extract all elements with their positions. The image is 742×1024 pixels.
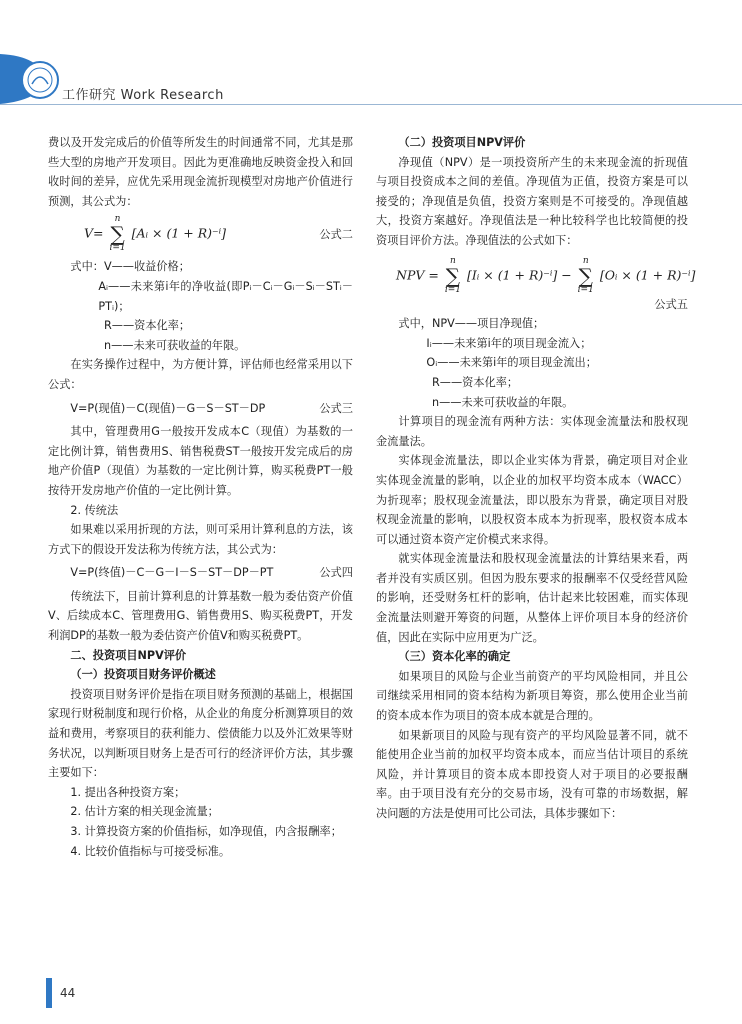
left-column <box>48 133 353 861</box>
paragraph: 计算项目的现金流有两种方法：实体现金流量法和股权现金流量法。 <box>376 415 688 448</box>
paragraph: 如果项目的风险与企业当前资产的平均风险相同，并且公司继续采用相同的资本结构为新项目筹资，那么使用企业当前的资本成本作为项目的资本成本就是合理的。 <box>376 669 688 723</box>
subsection-heading: （一）投资项目财务评价概述 <box>70 668 216 682</box>
journal-seal-logo <box>0 46 62 106</box>
where-line: R——资本化率； <box>432 375 519 389</box>
formula-tag: 公式二 <box>319 227 353 241</box>
paragraph: 费以及开发完成后的价值等所发生的时间通常不同，尤其是那些大型的房地产开发项目。因此为更准确地反映资金投入和回收时间的差异，应优先采用现金流折现模型对房地产价值进行预测，其公式为： <box>48 136 353 208</box>
formula-tag: 公式五 <box>654 297 688 311</box>
sigma-icon: n ∑ i=1 <box>109 214 126 254</box>
where-line: Iᵢ——未来第i年的项目现金流入； <box>426 336 592 350</box>
formula-term: [Oᵢ × (1 + R)⁻ⁱ] <box>599 267 696 283</box>
section-title: 工作研究 Work Research <box>62 88 224 103</box>
page-number: 44 <box>60 986 76 1000</box>
sum-lower: i=1 <box>109 243 126 254</box>
paragraph: 如果难以采用折现的方法，则可采用计算利息的方法，该方式下的假设开发法称为传统方法，其公式为： <box>48 523 353 556</box>
formula-4 <box>48 563 353 583</box>
paragraph: 实体现金流量法，即以企业实体为背景，确定项目对企业实体现金流量的影响，以企业的加权平均资本成本（WACC）为折现率；股权现金流量法，即以股东为背景，确定项目对股权现金流量的影响，以股权资本成本为折现率，股权资本成本可以通过资本资产定价模式来求得。 <box>376 454 688 546</box>
formula-text: V=P(现值)－C(现值)－G－S－ST－DP <box>70 401 266 415</box>
where-line: Oᵢ——未来第i年的项目现金流出； <box>426 356 597 370</box>
sum-lower: i=1 <box>444 284 461 295</box>
subsection-heading: （三）资本化率的确定 <box>398 650 511 664</box>
subsection-heading: （二）投资项目NPV评价 <box>398 136 526 149</box>
formula-tag: 公式三 <box>319 401 353 415</box>
where-line: n——未来可获收益的年限。 <box>432 395 574 409</box>
list-item: 1. 提出各种投资方案； <box>70 785 186 799</box>
paragraph: 就实体现金流量法和股权现金流量法的计算结果来看，两者并没有实质区别。但因为股东要求的报酬率不仅受经营风险的影响，还受财务杠杆的影响，估计起来比较困难，而实体现金流量法则避开筹资的问题，从整体上评价项目本身的经济价值，因此在实际中应用更为广泛。 <box>376 552 688 644</box>
header-divider <box>0 104 742 105</box>
right-column <box>376 133 696 824</box>
list-item: 2. 估计方案的相关现金流量； <box>70 805 219 819</box>
sum-upper: n <box>114 214 121 225</box>
sum-upper: n <box>449 255 456 266</box>
paragraph: 其中，管理费用G一般按开发成本C（现值）为基数的一定比例计算，销售费用S、销售税费ST一般按开发完成后的房地产价值P（现值）为基数的一定比例计算，购买税费PT一般按待开发房地产价值的一定比例计算。 <box>48 425 353 497</box>
list-item: 4. 比较价值指标与可接受标准。 <box>70 844 231 858</box>
list-item: 3. 计算投资方案的价值指标，如净现值，内含报酬率； <box>70 825 342 838</box>
subheading: 2. 传统法 <box>70 503 119 517</box>
formula-rhs: [Aᵢ × (1 + R)⁻ⁱ] <box>131 225 227 241</box>
where-line: R——资本化率； <box>104 319 191 333</box>
paragraph: 净现值（NPV）是一项投资所产生的未来现金流的折现值与项目投资成本之间的差值。净现值为正值，投资方案是可以接受的；净现值是负值，投资方案则是不可接受的。净现值越大，投资方案越好。净现值法是一种比较科学也比较简便的投资项目评价方法。净现值法的公式如下： <box>376 155 688 247</box>
where-line: 式中：V——收益价格； <box>70 260 190 274</box>
paragraph: 如果新项目的风险与现有资产的平均风险显著不同，就不能使用企业当前的加权平均资本成本，而应当估计项目的系统风险，并计算项目的资本成本即投资人对于项目的必要报酬率。由于项目没有充分的交易市场，没有可靠的市场数据，解决问题的方法是使用可比公司法，具体步骤如下： <box>376 728 688 820</box>
paragraph: 投资项目财务评价是指在项目财务预测的基础上，根据国家现行财税制度和现行价格，从企业的角度分析测算项目的效益和费用，考察项目的获利能力、偿债能力以及外汇效果等财务状况，以判断项目财务上是否可行的经济评价方法，其步骤主要如下： <box>48 687 353 780</box>
formula-2 <box>48 215 353 253</box>
formula-5 <box>396 255 696 295</box>
where-line: Aᵢ——未来第i年的净收益(即Pᵢ－Cᵢ－Gᵢ－Sᵢ－STᵢ－PTᵢ)； <box>98 279 353 313</box>
paragraph: 传统法下，目前计算利息的计算基数一般为委估资产价值V、后续成本C、管理费用G、销售费用S、购买税费PT，开发利润DP的基数一般为委估资产价值V和购买税费PT。 <box>48 589 353 643</box>
formula-3 <box>48 399 353 419</box>
sum-upper: n <box>582 255 589 266</box>
formula-tag: 公式四 <box>319 566 353 580</box>
where-line: 式中，NPV——项目净现值； <box>398 317 545 331</box>
formula-text: V=P(终值)－C－G－I－S－ST－DP－PT <box>70 566 274 580</box>
formula-lhs: NPV = <box>396 267 439 283</box>
formula-term: [Iᵢ × (1 + R)⁻ⁱ] − <box>466 267 572 283</box>
where-line: n——未来可获收益的年限。 <box>104 338 246 352</box>
section-heading: 二、投资项目NPV评价 <box>70 648 187 662</box>
paragraph: 在实务操作过程中，为方便计算，评估师也经常采用以下公式： <box>48 358 353 391</box>
page-number-bar <box>46 978 52 1008</box>
sum-lower: i=1 <box>577 284 594 295</box>
formula-lhs: V= <box>84 225 104 241</box>
sigma-icon: n ∑ i=1 <box>577 255 594 295</box>
sigma-icon: n ∑ i=1 <box>444 255 461 295</box>
